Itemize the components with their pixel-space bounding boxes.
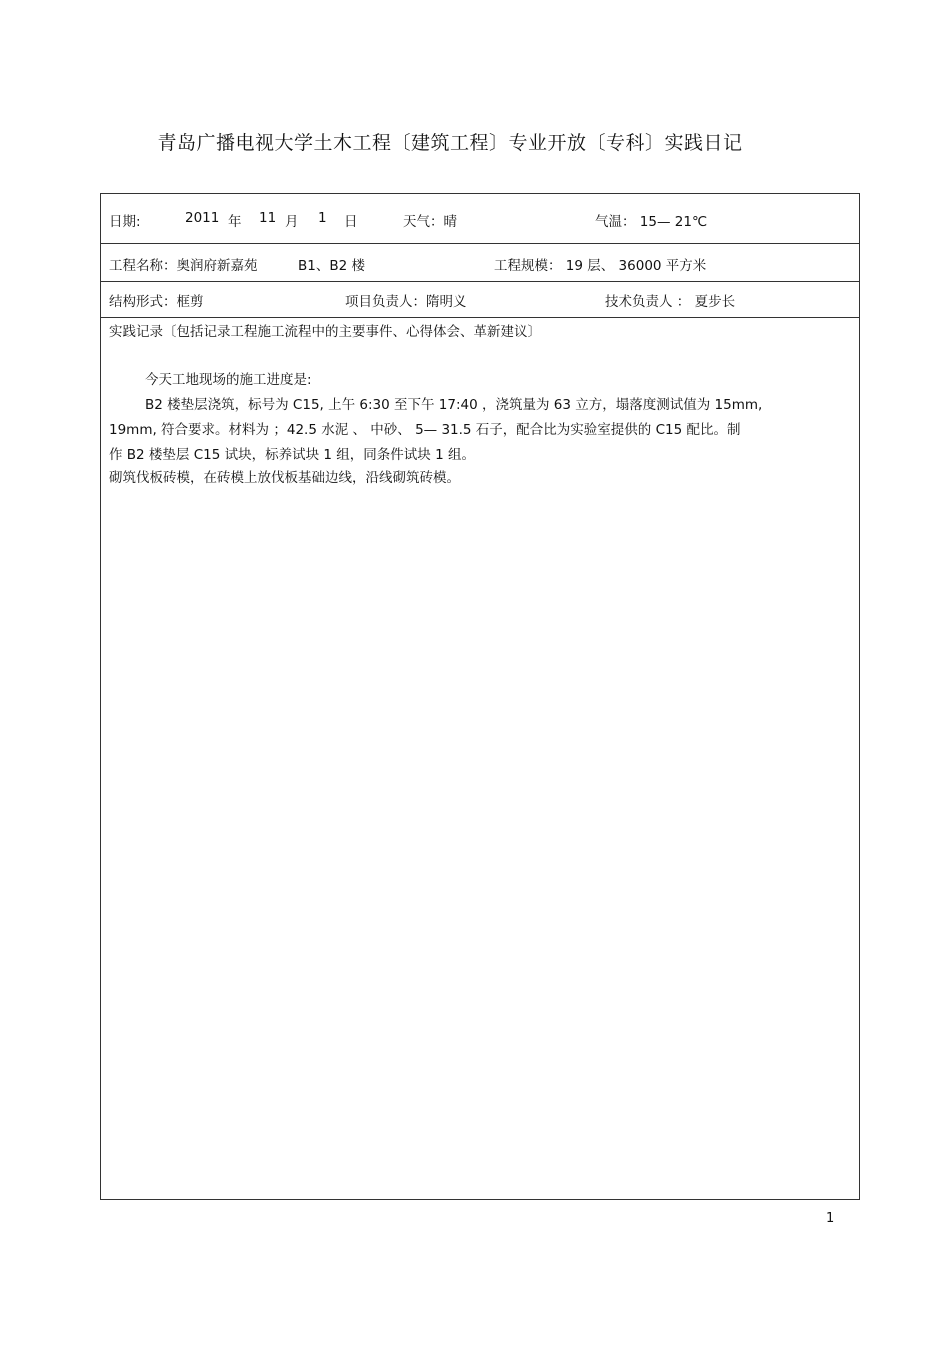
date-day: 1 bbox=[318, 210, 327, 226]
diary-form bbox=[100, 193, 860, 1200]
date-year-unit: 年 bbox=[228, 214, 242, 230]
technical-lead-field: 技术负责人 ： 夏步长 bbox=[605, 294, 736, 310]
practice-record-section bbox=[101, 318, 859, 1198]
record-line: 作 B2 楼垫层 C15 试块，标养试块 1 组，同条件试块 1 组。 bbox=[109, 447, 475, 463]
structure-row bbox=[101, 282, 859, 318]
project-scale-field: 工程规模： 19 层、 36000 平方米 bbox=[494, 258, 707, 274]
project-manager-field: 项目负责人：隋明义 bbox=[345, 294, 467, 310]
record-line: 今天工地现场的施工进度是: bbox=[145, 372, 312, 388]
document-title: 青岛广播电视大学土木工程〔建筑工程〕专业开放〔专科〕实践日记 bbox=[157, 132, 743, 154]
date-month: 11 bbox=[259, 210, 277, 226]
date-day-unit: 日 bbox=[344, 214, 358, 230]
record-heading: 实践记录〔包括记录工程施工流程中的主要事件、心得体会、革新建议〕 bbox=[109, 324, 541, 340]
structure-type-field: 结构形式：框剪 bbox=[109, 294, 204, 310]
record-line: B2 楼垫层浇筑，标号为 C15, 上午 6:30 至下午 17:40 ，浇筑量为 63 立方，塌落度测试值为 15mm, bbox=[145, 397, 763, 413]
temperature-field: 气温： 15— 21℃ bbox=[595, 214, 708, 230]
page-number: 1 bbox=[826, 1211, 835, 1226]
date-month-unit: 月 bbox=[285, 214, 299, 230]
date-label: 日期: bbox=[109, 214, 141, 230]
record-line: 19mm, 符合要求。材料为 ；42.5 水泥 、 中砂、 5— 31.5 石子，配合比为实验室提供的 C15 配比。制 bbox=[109, 422, 741, 438]
weather-field: 天气：晴 bbox=[403, 214, 457, 230]
project-name-field: 工程名称：奥润府新嘉苑 bbox=[109, 258, 258, 274]
record-line: 砌筑伐板砖模，在砖模上放伐板基础边线，沿线砌筑砖模。 bbox=[109, 470, 460, 486]
project-buildings: B1、B2 楼 bbox=[298, 258, 365, 274]
date-year: 2011 bbox=[185, 210, 220, 226]
date-weather-row bbox=[101, 194, 859, 244]
project-row bbox=[101, 244, 859, 282]
